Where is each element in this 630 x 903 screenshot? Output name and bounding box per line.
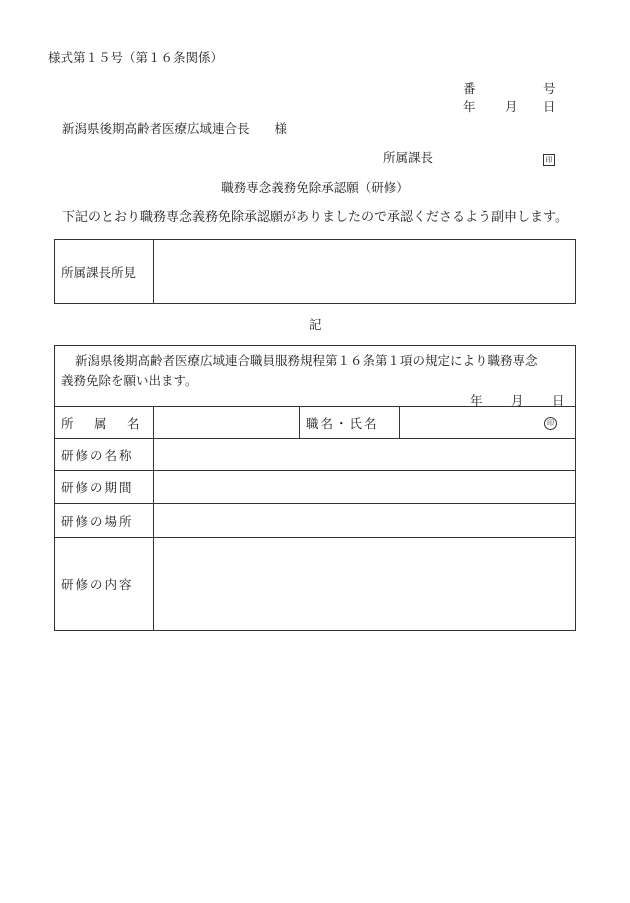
- chief-label: 所属課長: [383, 150, 434, 165]
- affiliation-label-text: 所 属 名: [61, 415, 144, 431]
- request-table: [54, 345, 576, 631]
- opinion-field[interactable]: [154, 240, 576, 304]
- training-period-label-text: 研修の期間: [61, 480, 134, 495]
- training-name-label: [55, 439, 154, 471]
- request-day: 日: [552, 393, 565, 408]
- number-label-go: 号: [543, 81, 556, 96]
- intro-text: 下記のとおり職務専念義務免除承認願がありましたので承認くださるよう副申します。: [62, 210, 568, 225]
- date-year: 年: [463, 99, 476, 114]
- opinion-label: 所属課長所見: [55, 240, 154, 304]
- training-place-label-text: 研修の場所: [61, 513, 134, 529]
- training-period-label: [55, 471, 154, 504]
- seal-icon: 印: [543, 154, 555, 166]
- training-name-label-text: 研修の名称: [61, 447, 134, 463]
- position-name-field[interactable]: [400, 407, 576, 439]
- position-name-label-text: 職名・氏名: [306, 415, 379, 431]
- training-content-field[interactable]: [154, 538, 576, 631]
- chief-seal: [543, 152, 555, 166]
- opinion-table: [54, 239, 576, 304]
- training-content-label: [55, 538, 154, 631]
- ki-heading: 記: [309, 317, 322, 332]
- date-day: 日: [543, 99, 556, 114]
- form-number: 様式第１５号（第１６条関係）: [48, 50, 224, 65]
- training-content-label-text: 研修の内容: [61, 577, 134, 592]
- training-place-field[interactable]: [154, 504, 576, 538]
- document-title: 職務専念義務免除承認願（研修）: [221, 180, 409, 195]
- addressee: 新潟県後期高齢者医療広域連合長 様: [62, 121, 288, 136]
- request-month: 月: [511, 393, 524, 408]
- request-line-2: 義務免除を願い出ます。: [61, 373, 198, 388]
- affiliation-label: [55, 407, 154, 439]
- request-year: 年: [470, 393, 483, 408]
- seal-icon: 印: [544, 417, 557, 430]
- request-line-1: 新潟県後期高齢者医療広域連合職員服務規程第１６条第１項の規定により職務専念: [75, 353, 538, 368]
- position-name-label: [300, 407, 400, 439]
- affiliation-field[interactable]: [154, 407, 300, 439]
- training-place-label: [55, 504, 154, 538]
- training-name-field[interactable]: [154, 439, 576, 471]
- date-month: 月: [505, 99, 518, 114]
- request-statement: [55, 346, 576, 407]
- number-label-ban: 番: [463, 81, 476, 96]
- training-period-field[interactable]: [154, 471, 576, 504]
